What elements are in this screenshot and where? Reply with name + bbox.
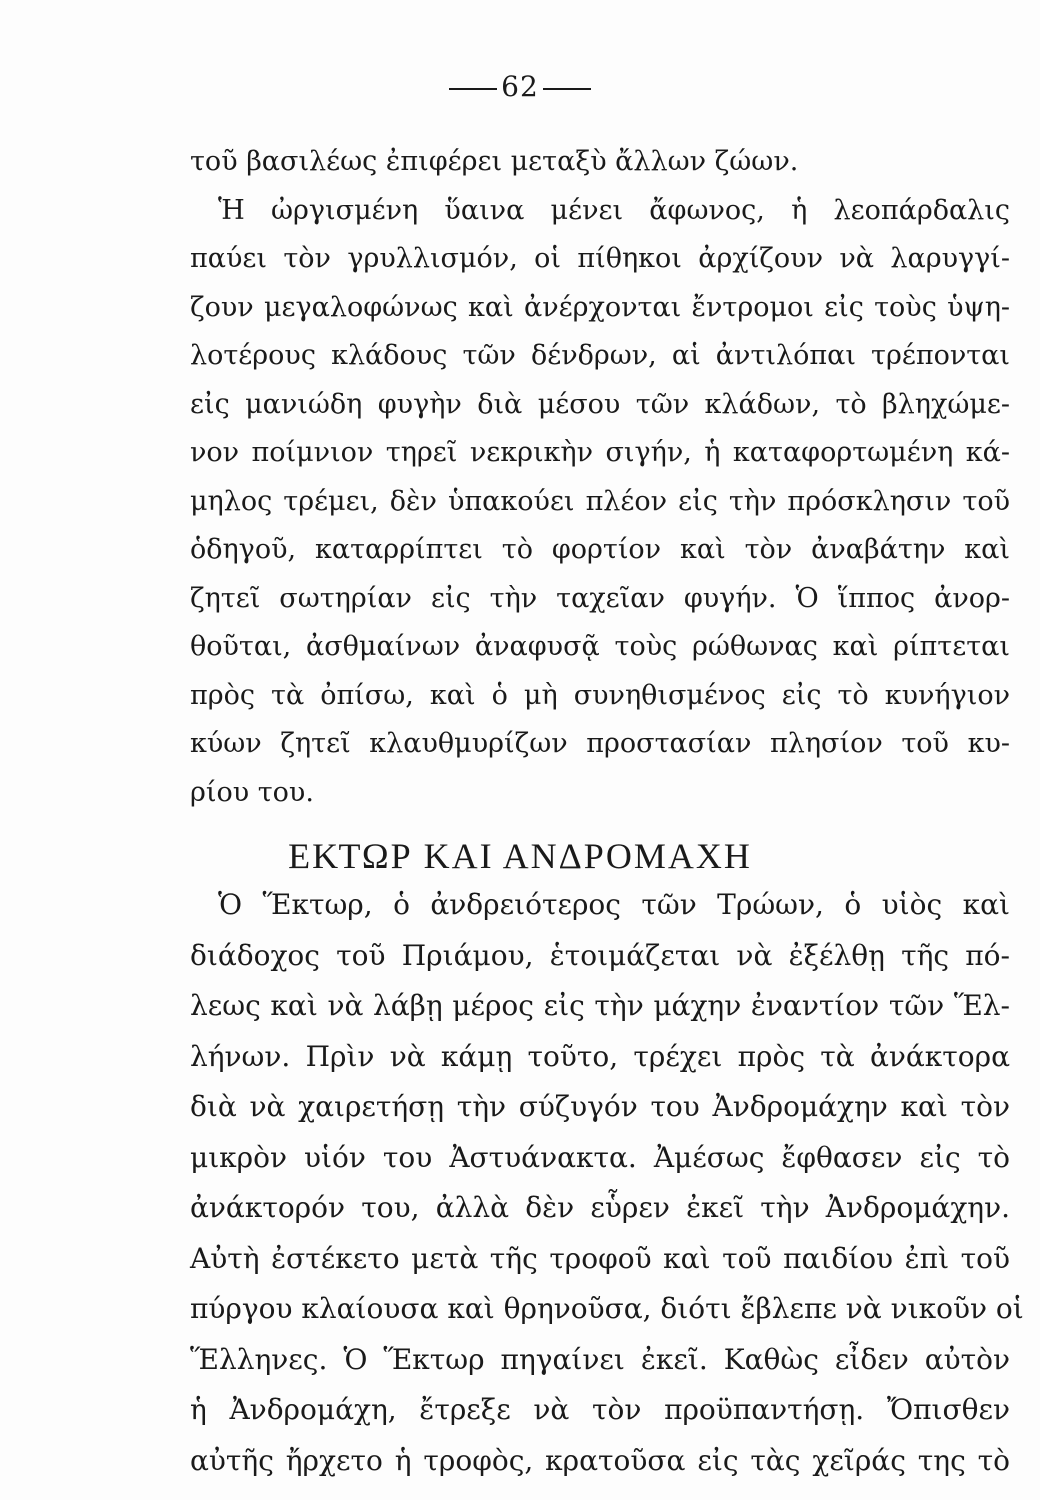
page-number bbox=[0, 70, 1040, 103]
text-line: Ἕλληνες. Ὁ Ἕκτωρ πηγαίνει ἐκεῖ. Καθὼς εἶδεν αὐτὸν bbox=[190, 1342, 1010, 1376]
paragraph-continued bbox=[190, 138, 1010, 817]
page-number-value: 62 bbox=[501, 70, 539, 103]
text-line: νον ποίμνιον τηρεῖ νεκρικὴν σιγήν, ἡ καταφορτωμένη κά- bbox=[190, 437, 1010, 468]
text-line: ζητεῖ σωτηρίαν εἰς τὴν ταχεῖαν φυγήν. Ὁ ἵππος ἀνορ- bbox=[190, 582, 1010, 614]
text-line: πύργου κλαίουσα καὶ θρηνοῦσα, διότι ἔβλεπε νὰ νικοῦν οἱ bbox=[190, 1292, 1024, 1325]
text-line: Ὁ Ἕκτωρ, ὁ ἀνδρειότερος τῶν Τρώων, ὁ υἱὸς καὶ bbox=[218, 888, 1010, 921]
text-line: παύει τὸν γρυλλισμόν, οἱ πίθηκοι ἀρχίζουν νὰ λαρυγγί- bbox=[190, 243, 1010, 274]
text-line: ἡ Ἀνδρομάχη, ἔτρεξε νὰ τὸν προϋπαντήσῃ. Ὄπισθεν bbox=[190, 1393, 1010, 1426]
section-heading: ΕΚΤΩΡ ΚΑΙ ΑΝΔΡΟΜΑΧΗ bbox=[288, 835, 752, 876]
page-number-left-dash bbox=[449, 88, 497, 90]
text-line: λοτέρους κλάδους τῶν δένδρων, αἱ ἀντιλόπαι τρέπονται bbox=[190, 340, 1010, 371]
text-line: κύων ζητεῖ κλαυθμυρίζων προστασίαν πλησίον τοῦ κυ- bbox=[190, 728, 1010, 759]
text-line: μηλος τρέμει, δὲν ὑπακούει πλέον εἰς τὴν πρόσκλησιν τοῦ bbox=[190, 485, 1010, 517]
text-line: λεως καὶ νὰ λάβῃ μέρος εἰς τὴν μάχην ἐναντίον τῶν Ἕλ- bbox=[190, 989, 1010, 1022]
text-line: εἰς μανιώδη φυγὴν διὰ μέσου τῶν κλάδων, τὸ βληχώμε- bbox=[190, 388, 1010, 420]
text-line: πρὸς τὰ ὀπίσω, καὶ ὁ μὴ συνηθισμένος εἰς τὸ κυνήγιον bbox=[190, 679, 1010, 711]
text-line: θοῦται, ἀσθμαίνων ἀναφυσᾷ τοὺς ρώθωνας καὶ ρίπτεται bbox=[190, 631, 1010, 662]
text-line: Ἡ ὠργισμένη ὕαινα μένει ἄφωνος, ἡ λεοπάρδαλις bbox=[218, 194, 1010, 226]
text-line: μικρὸν υἱόν του Ἀστυάνακτα. Ἀμέσως ἔφθασεν εἰς τὸ bbox=[190, 1140, 1010, 1174]
text-line: ρίου του. bbox=[190, 776, 314, 808]
text-line: λήνων. Πρὶν νὰ κάμῃ τοῦτο, τρέχει πρὸς τὰ ἀνάκτορα bbox=[190, 1039, 1010, 1073]
text-line: διὰ νὰ χαιρετήσῃ τὴν σύζυγόν του Ἀνδρομάχην καὶ τὸν bbox=[190, 1090, 1010, 1123]
text-line: ὁδηγοῦ, καταρρίπτει τὸ φορτίον καὶ τὸν ἀναβάτην καὶ bbox=[190, 534, 1010, 565]
text-line: Αὐτὴ ἐστέκετο μετὰ τῆς τροφοῦ καὶ τοῦ παιδίου ἐπὶ τοῦ bbox=[190, 1241, 1010, 1275]
text-line: τοῦ βασιλέως ἐπιφέρει μεταξὺ ἄλλων ζώων. bbox=[190, 146, 799, 177]
text-line: ζουν μεγαλοφώνως καὶ ἀνέρχονται ἔντρομοι εἰς τοὺς ὑψη- bbox=[190, 291, 1010, 323]
page-number-right-dash bbox=[543, 88, 591, 90]
text-line: αὐτῆς ἤρχετο ἡ τροφὸς, κρατοῦσα εἰς τὰς χεῖράς της τὸ bbox=[190, 1443, 1010, 1477]
paragraph-hector-andromache bbox=[190, 880, 1024, 1486]
text-line: διάδοχος τοῦ Πριάμου, ἑτοιμάζεται νὰ ἐξέλθῃ τῆς πό- bbox=[190, 938, 1010, 972]
text-line: ἀνάκτορόν του, ἀλλὰ δὲν εὗρεν ἐκεῖ τὴν Ἀνδρομάχην. bbox=[190, 1191, 1010, 1224]
